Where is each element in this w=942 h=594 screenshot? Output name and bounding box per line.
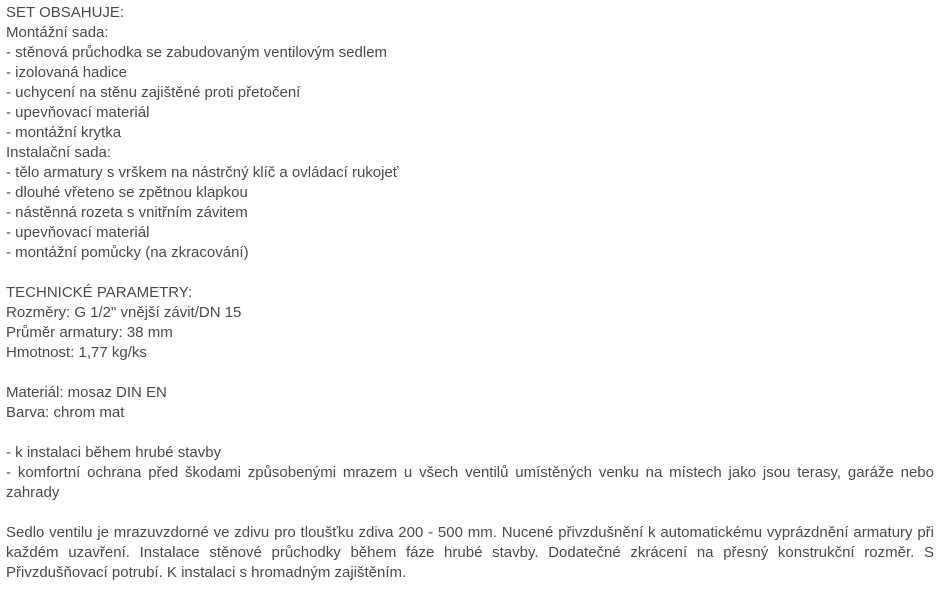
spacer	[6, 423, 934, 443]
parameter-line: Průměr armatury: 38 mm	[6, 324, 173, 341]
parameter-line: Hmotnost: 1,77 kg/ks	[6, 344, 147, 361]
technical-parameters-heading: TECHNICKÉ PARAMETRY:	[6, 284, 193, 301]
parameter-line: Rozměry: G 1/2" vnější závit/DN 15	[6, 304, 242, 321]
list-item: - montážní pomůcky (na zkracování)	[6, 244, 249, 261]
spacer	[6, 503, 934, 523]
list-item: - izolovaná hadice	[6, 64, 127, 81]
list-item: - dlouhé vřeteno se zpětnou klapkou	[6, 184, 248, 201]
list-item: - tělo armatury s vrškem na nástrčný klíč a ovládací rukojeť	[6, 164, 399, 181]
mounting-kit-label: Montážní sada:	[6, 24, 109, 41]
list-item: - upevňovací materiál	[6, 104, 150, 121]
spacer	[6, 363, 934, 383]
installation-kit-label: Instalační sada:	[6, 144, 112, 161]
spacer	[6, 263, 934, 283]
feature-item: - k instalaci během hrubé stavby	[6, 444, 222, 461]
material-line: Materiál: mosaz DIN EN	[6, 384, 167, 401]
product-description	[6, 3, 934, 583]
feature-item: - komfortní ochrana před škodami způsobenými mrazem u všech ventilů umístěných venku na místech jako jsou terasy, garáže nebo zahrady	[6, 464, 934, 501]
list-item: - uchycení na stěnu zajištěné proti přetočení	[6, 84, 301, 101]
list-item: - nástěnná rozeta s vnitřním závitem	[6, 204, 248, 221]
list-item: - montážní krytka	[6, 124, 122, 141]
list-item: - stěnová průchodka se zabudovaným ventilovým sedlem	[6, 44, 388, 61]
color-line: Barva: chrom mat	[6, 404, 125, 421]
description-paragraph: Sedlo ventilu je mrazuvzdorné ve zdivu pro tloušťku zdiva 200 - 500 mm. Nucené přivzdušnění k automatickému vyprázdnění armatury při každém uzavření. Instalace stěnové průchodky během fáze hrubé stavby. Dodatečné zkrácení na přesný konstrukční rozměr. S Přivzdušňovací potrubí. K instalaci s hromadným zajištěním.	[6, 524, 934, 581]
list-item: - upevňovací materiál	[6, 224, 150, 241]
set-contents-heading: SET OBSAHUJE:	[6, 4, 125, 21]
